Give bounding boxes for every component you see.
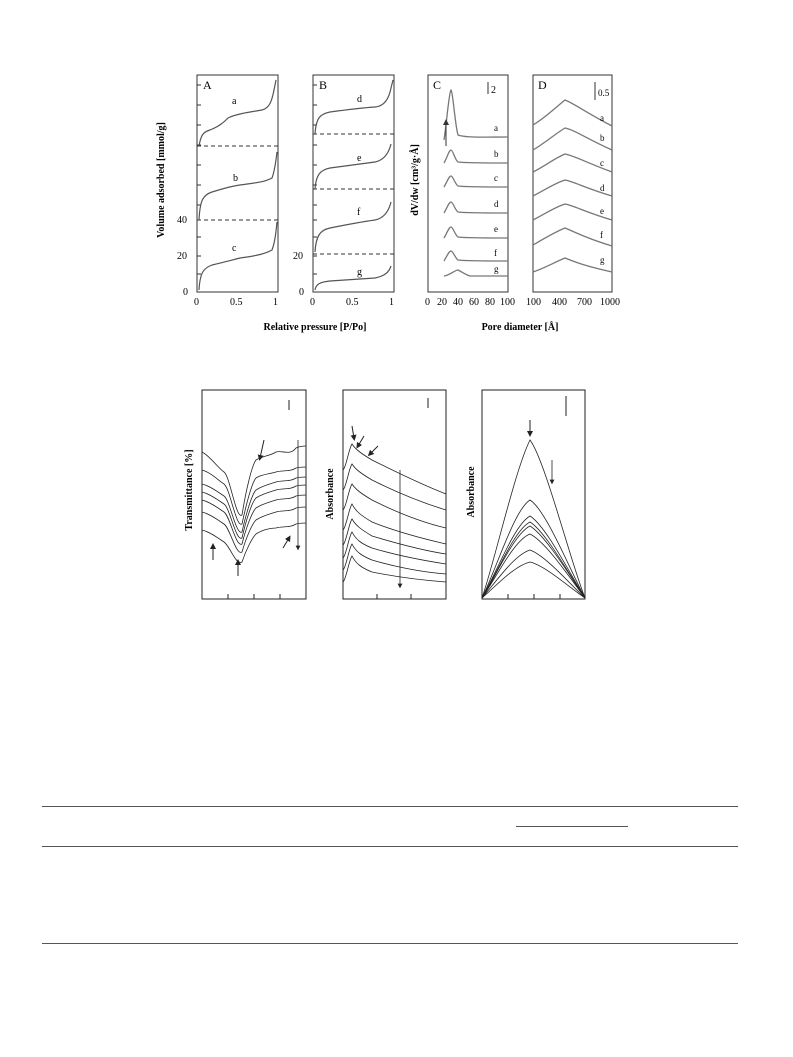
panel-d-curve-label-a: a: [600, 113, 604, 123]
panel-b-ytick-0: 0: [299, 287, 304, 298]
bottom-panel1-spectra: [202, 446, 306, 563]
panel-d-curve-label-e: e: [600, 206, 604, 216]
panel-a-xtick-0: 0: [194, 297, 199, 308]
bottom-panel3-ylabel: Absorbance: [466, 466, 477, 518]
bottom-panel1-frame: [202, 390, 306, 599]
x-axis-title-relative-pressure: Relative pressure [P/Po]: [263, 322, 367, 333]
bottom-panel2-arrow: [370, 446, 378, 454]
panel-c-xtick: 20: [437, 297, 447, 308]
panel-b-label: B: [319, 78, 328, 92]
panel-c-curve-label-e: e: [494, 224, 498, 234]
panel-c-curve-label-a: a: [494, 123, 498, 133]
panel-d-xtick: 400: [552, 297, 567, 308]
panel-c-y-axis-title: dV/dw [cm³/g·Å]: [410, 144, 421, 216]
panel-a-curve-label-c: c: [232, 243, 237, 254]
panel-a-curve-label-a: a: [232, 96, 237, 107]
table-bottom-rule: [42, 943, 738, 944]
panel-b-curve-label-d: d: [357, 94, 362, 105]
panel-b-curve-label-e: e: [357, 153, 362, 164]
top-figure: [0, 60, 793, 400]
panel-b-frame: [313, 75, 394, 292]
panel-c-curve-label-c: c: [494, 173, 498, 183]
bottom-panel2-frame: [343, 390, 446, 599]
panel-d-xtick: 700: [577, 297, 592, 308]
bottom-panel1-arrow: [260, 440, 264, 458]
panel-b-curve-e: [315, 144, 391, 189]
panel-b-curve-f: [315, 202, 391, 252]
panel-a-curve-b: [199, 152, 277, 220]
x-axis-title-pore-diameter: Pore diameter [Å]: [481, 322, 559, 333]
panel-b-xtick-1: 1: [389, 297, 394, 308]
panel-c-curve-label-g: g: [494, 264, 499, 274]
bottom-figure: [0, 380, 793, 610]
panel-b-xtick-05: 0.5: [346, 297, 359, 308]
panel-d-scale-label: 0.5: [598, 88, 610, 98]
bottom-panel1-ylabel: Transmittance [%]: [184, 449, 195, 531]
panel-b-curve-label-f: f: [357, 207, 361, 218]
bottom-panel2-ylabel: Absorbance: [325, 468, 336, 520]
bottom-panel2-spectra: [343, 444, 446, 582]
bottom-panel2-arrow: [358, 436, 364, 446]
bottom-panel3-xticks: [508, 594, 560, 599]
panel-c-xtick: 0: [425, 297, 430, 308]
panel-b-ytick-20: 20: [293, 251, 303, 262]
bottom-panel1-xticks: [228, 594, 280, 599]
panel-b-xtick-0: 0: [310, 297, 315, 308]
panel-c-xtick: 40: [453, 297, 463, 308]
table-header-sub-rule: [516, 826, 628, 827]
panel-d-curve-label-g: g: [600, 255, 605, 265]
panel-a-ytick-0: 0: [183, 287, 188, 298]
panel-c-xtick: 60: [469, 297, 479, 308]
panel-a-curve-c: [199, 222, 277, 290]
bottom-panel3-spectra: [482, 440, 585, 598]
table-top-rule: [42, 806, 738, 807]
y-axis-title-volume: Volume adsorbed [mmol/g]: [156, 122, 167, 238]
panel-c-curve-label-b: b: [494, 149, 499, 159]
panel-c-label: C: [433, 78, 442, 92]
table-header-rule: [42, 846, 738, 847]
bottom-panel2-xticks: [377, 594, 411, 599]
panel-b-curve-g: [315, 266, 391, 290]
bottom-panel2-arrow: [352, 426, 354, 438]
panel-a-label: A: [203, 78, 212, 92]
panel-c-xtick: 80: [485, 297, 495, 308]
panel-a-ytick-20: 20: [177, 251, 187, 262]
panel-d-curve-label-f: f: [600, 230, 603, 240]
panel-d-curve-label-c: c: [600, 158, 604, 168]
panel-d-curve-label-b: b: [600, 133, 605, 143]
panel-d-xtick: 1000: [600, 297, 620, 308]
panel-a-xtick-1: 1: [273, 297, 278, 308]
panel-c-xtick: 100: [500, 297, 515, 308]
panel-a-left-ticks: [197, 85, 201, 292]
panel-c-scale-label: 2: [491, 85, 496, 96]
panel-a-xtick-05: 0.5: [230, 297, 243, 308]
panel-a-ytick-40: 40: [177, 215, 187, 226]
panel-b-curve-label-g: g: [357, 267, 362, 278]
panel-d-xtick: 100: [526, 297, 541, 308]
panel-d-label: D: [538, 78, 547, 92]
panel-a-curve-label-b: b: [233, 173, 238, 184]
panel-c-curve-label-d: d: [494, 199, 499, 209]
panel-d-curve-label-d: d: [600, 183, 605, 193]
bottom-panel1-arrow: [283, 538, 289, 548]
panel-c-curve-label-f: f: [494, 248, 497, 258]
panel-c-frame: [428, 75, 508, 292]
panel-c-curves: [444, 90, 508, 276]
